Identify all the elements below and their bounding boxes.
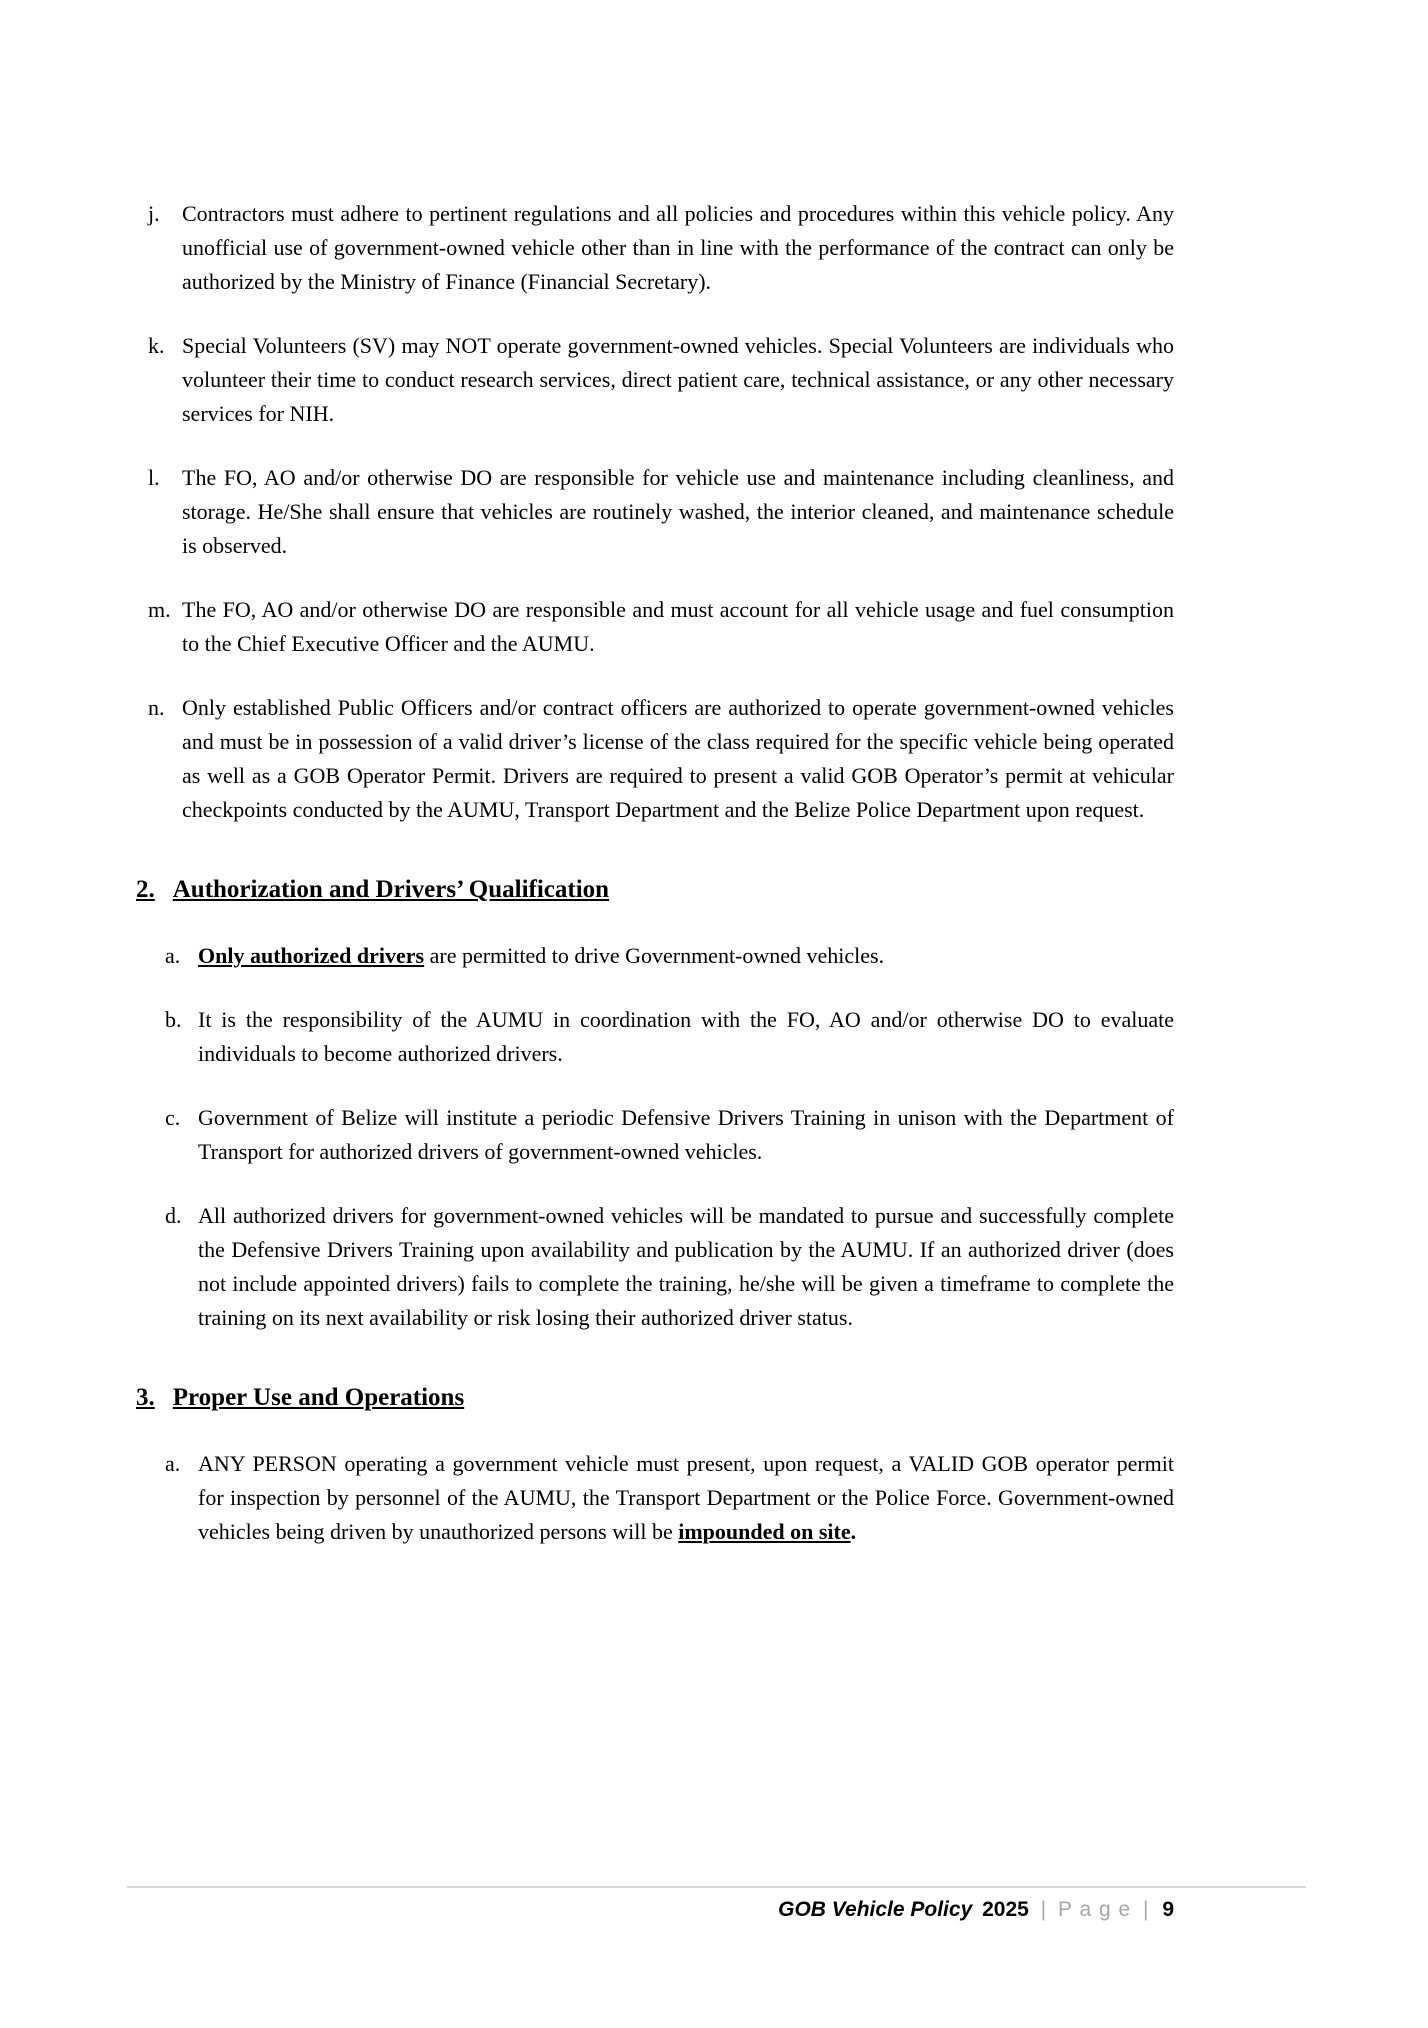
list-marker: b. <box>165 1007 182 1032</box>
list-item-2c <box>148 1101 1174 1169</box>
section-number: 2. <box>136 876 155 903</box>
list-marker: n. <box>148 695 165 720</box>
document-content <box>136 197 1174 1579</box>
section-number: 3. <box>136 1384 155 1411</box>
page-footer <box>778 1898 1174 1922</box>
emphasized-text: impounded on site <box>678 1519 851 1544</box>
footer-separator: | <box>1040 1898 1047 1921</box>
page-number: 9 <box>1162 1898 1174 1921</box>
list-text: Contractors must adhere to pertinent regulations and all policies and procedures within this vehicle policy. Any unofficial use of government-owned vehicle other than in line with the performance of the contract can only be authorized by the Ministry of Finance (Financial Secretary). <box>182 201 1174 294</box>
list-text: Only established Public Officers and/or contract officers are authorized to operate government-owned vehicles and must be in possession of a valid driver’s license of the class required for the specific vehicle being operated as well as a GOB Operator Permit. Drivers are required to present a valid GOB Operator’s permit at vehicular checkpoints conducted by the AUMU, Transport Department and the Belize Police Department upon request. <box>182 695 1174 822</box>
section-title: Authorization and Drivers’ Qualification <box>172 876 610 903</box>
section-heading-authorization <box>136 873 1174 907</box>
list-item-k <box>148 329 1174 431</box>
list-item-j <box>148 197 1174 299</box>
list-text: Government of Belize will institute a periodic Defensive Drivers Training in unison with the Department of Transport for authorized drivers of government-owned vehicles. <box>198 1105 1174 1164</box>
list-marker: a. <box>165 943 181 968</box>
list-text <box>198 1447 1174 1549</box>
emphasized-period: . <box>850 1519 857 1544</box>
list-item-l <box>148 461 1174 563</box>
list-text: The FO, AO and/or otherwise DO are responsible and must account for all vehicle usage and fuel consumption to the Chief Executive Officer and the AUMU. <box>182 597 1174 656</box>
list-item-n <box>148 691 1174 827</box>
list-marker: l. <box>148 465 160 490</box>
list-item-2a <box>148 939 1174 973</box>
footer-year: 2025 <box>982 1898 1029 1921</box>
footer-page-word: P a g e <box>1057 1898 1132 1921</box>
list-text: Special Volunteers (SV) may NOT operate government-owned vehicles. Special Volunteers are individuals who volunteer their time to conduct research services, direct patient care, technical assistance, or any other necessary services for NIH. <box>182 333 1174 426</box>
list-marker: m. <box>148 597 171 622</box>
list-item-2d <box>148 1199 1174 1335</box>
list-item-m <box>148 593 1174 661</box>
list-item-2b <box>148 1003 1174 1071</box>
list-text: It is the responsibility of the AUMU in coordination with the FO, AO and/or otherwise DO to evaluate individuals to become authorized drivers. <box>198 1007 1174 1066</box>
section-heading-proper-use <box>136 1381 1174 1415</box>
section-title: Proper Use and Operations <box>172 1384 465 1411</box>
footer-separator: | <box>1143 1898 1149 1921</box>
footer-divider <box>127 1886 1306 1888</box>
list-text <box>198 939 1174 973</box>
list-marker: c. <box>165 1105 181 1130</box>
list-text-rest: are permitted to drive Government-owned vehicles. <box>424 943 885 968</box>
list-text: All authorized drivers for government-owned vehicles will be mandated to pursue and successfully complete the Defensive Drivers Training upon availability and publication by the AUMU. If an authorized driver (does not include appointed drivers) fails to complete the training, he/she will be given a timeframe to complete the training on its next availability or risk losing their authorized driver status. <box>198 1203 1174 1330</box>
list-text-lead: ANY PERSON operating a government vehicle must present, upon request, a VALID GOB operator permit for inspection by personnel of the AUMU, the Transport Department or the Police Force. Government-owned vehicles being driven by unauthorized persons will be <box>198 1451 1174 1544</box>
list-item-3a <box>148 1447 1174 1549</box>
list-marker: k. <box>148 333 165 358</box>
emphasized-text: Only authorized drivers <box>198 943 425 968</box>
list-text: The FO, AO and/or otherwise DO are responsible for vehicle use and maintenance including cleanliness, and storage. He/She shall ensure that vehicles are routinely washed, the interior cleaned, and maintenance schedule is observed. <box>182 465 1174 558</box>
list-marker: d. <box>165 1203 182 1228</box>
list-marker: j. <box>148 201 160 226</box>
document-title: GOB Vehicle Policy <box>778 1898 973 1921</box>
list-marker: a. <box>165 1451 181 1476</box>
